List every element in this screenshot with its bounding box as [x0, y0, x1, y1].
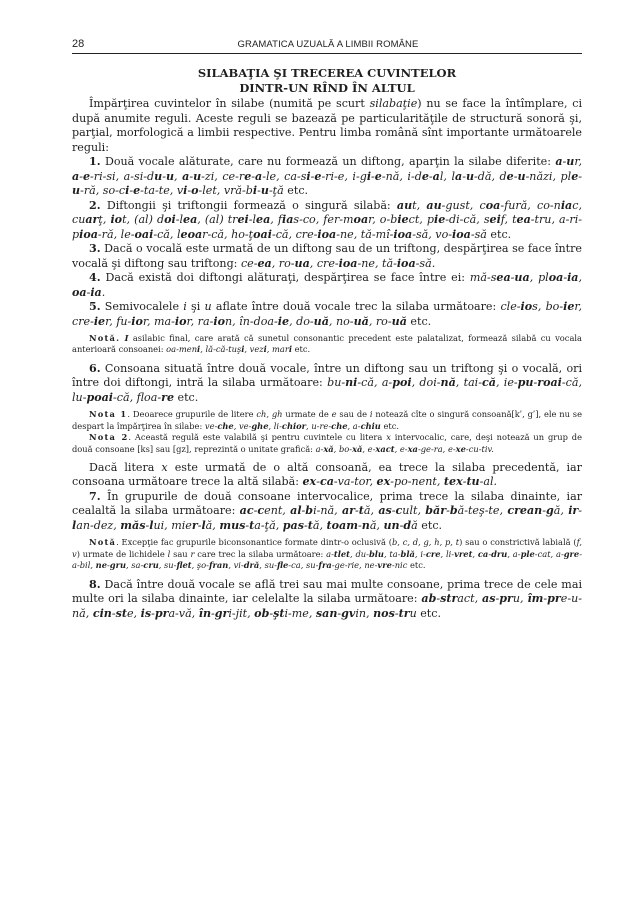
- rule-4: 4. Dacă există doi diftongi alăturaţi, despărţirea se face între ei: mă-sea-ua, ploa-ia, oa-ia.: [72, 271, 583, 299]
- page-header: [72, 38, 582, 54]
- section-title-line-2: DINTR-UN RÎND ÎN ALTUL: [239, 80, 415, 95]
- rule-5: 5. Semivocalele i şi u aflate între două vocale trec la silaba următoare: cle-ios, bo-ier, cre-ier, fu-ior, ma-ior, ra-ion, în-doa-ie, do-uă, no-uă, ro-uă etc.: [72, 300, 583, 328]
- page: [72, 38, 582, 621]
- page-number: 28: [72, 38, 85, 50]
- rule-6-note-1: Nota 1. Deoarece grupurile de litere ch, gh urmate de e sau de i notează cîte o singură consoană[kʹ, gʹ], ele nu se despart la împărţirea în silabe: ve-che, ve-ghe, li-chior, u-re-che, a-chiu etc.: [72, 409, 582, 431]
- rule-7-note: Notă. Excepţie fac grupurile biconsonantice formate dintr-o oclusivă (b, c, d, g, h, p, t) sau o constrictivă labială (f, v) urmate de lichidele l sau r care trec la silaba următoare: a-tlet, du-blu, ta-blă, i-cre, li-vret, ca-dru, a-ple-cat, a-gre-a-bil, ne-gru, sa-cru, su-flet, şo-fran, vi-dră, su-fle-ca, su-fra-ge-rie, ne-vre-nic etc.: [72, 537, 583, 571]
- rule-8: 8. Dacă între două vocale se află trei sau mai multe consoane, prima trece de cele mai multe ori la silaba dinainte, iar celelalte la silaba următoare: ab-stract, as-pru, îm-pre-u-nă, cin-ste, is-pra-vă, în-gri-jit, ob-şti-me, san-gvin, nos-tru etc.: [72, 577, 582, 620]
- intro-paragraph: Împărţirea cuvintelor în silabe (numită pe scurt silabaţie) nu se face la întîmplare, ci după anumite reguli. Aceste reguli se bazează pe particularităţile de structură sonoră şi, parţial, morfologică a limbii respective. Pentru limba română sînt importante următoarele reguli:: [72, 97, 582, 154]
- rule-7: 7. În grupurile de două consoane intervocalice, prima trece la silaba dinainte, iar cealaltă la silaba următoare: ac-cent, al-bi-nă, ar-tă, as-cult, băr-bă-teş-te, crean-gă, ir-lan-dez, măs-lui, mier-lă, mus-ta-ţă, pas-tă, toam-nă, un-dă etc.: [72, 489, 583, 532]
- rule-5-note: Notă. I asilabic final, care arată că sunetul consonantic precedent este palatalizat, formează silabă cu vocala anterioară consoanei: oa-meni, lă-că-tuşi, vezi, mari etc.: [72, 333, 582, 355]
- section-title-line-1: SILABAŢIA ŞI TRECEREA CUVINTELOR: [197, 66, 457, 80]
- section-title: [72, 66, 582, 95]
- rule-6: 6. Consoana situată între două vocale, între un diftong sau un triftong şi o vocală, ori între doi diftongi, intră la silaba următoare: bu-ni-că, a-poi, doi-nă, tai-că, ie-pu-roai-că, lu-poai-că, floa-re etc.: [72, 361, 582, 404]
- rule-6-note-2: Nota 2. Această regulă este valabilă şi pentru cuvintele cu litera x intervocalic, care, deşi notează un grup de două consoane [ks] sau [gz], reprezintă o unitate grafică: a-xă, bo-xă, e-xact, e-xa-ge-ra, e-xe-cu-tiv.: [72, 432, 582, 454]
- letter-x-paragraph: Dacă litera x este urmată de o altă consoană, ea trece la silaba precedentă, iar consoana următoare trece la altă silabă: ex-ca-va-tor, ex-po-nent, tex-tu-al.: [72, 460, 582, 489]
- rule-3: 3. Dacă o vocală este urmată de un diftong sau de un triftong, despărţirea se face între vocală şi diftong sau triftong: ce-ea, ro-ua, cre-ioa-ne, tă-ioa-să.: [72, 242, 582, 270]
- rule-2: 2. Diftongii şi triftongii formează o singură silabă: aut, au-gust, coa-fură, co-niac, cuarţ, iot, (al) doi-lea, (al) trei-lea, fias-co, fer-moar, o-biect, pie-di-că, seif, tea-tru, a-ri-pioa-ră, le-oai-că, leoar-că, ho-ţoai-că, cre-ioa-ne, tă-mî-ioa-să, vo-ioa-să etc.: [72, 198, 582, 241]
- rule-1: 1. Două vocale alăturate, care nu formează un diftong, aparţin la silabe diferite: a-ur, a-e-ri-si, a-si-du-u, a-u-zi, ce-re-a-le, ca-si-e-ri-e, i-gi-e-nă, i-de-al, la-u-dă, de-u-năzi, ple-u-ră, so-ci-e-ta-te, vi-o-let, vră-bi-u-ţă etc.: [72, 155, 582, 197]
- running-title: GRAMATICA UZUALĂ A LIMBII ROMÂNE: [237, 39, 419, 50]
